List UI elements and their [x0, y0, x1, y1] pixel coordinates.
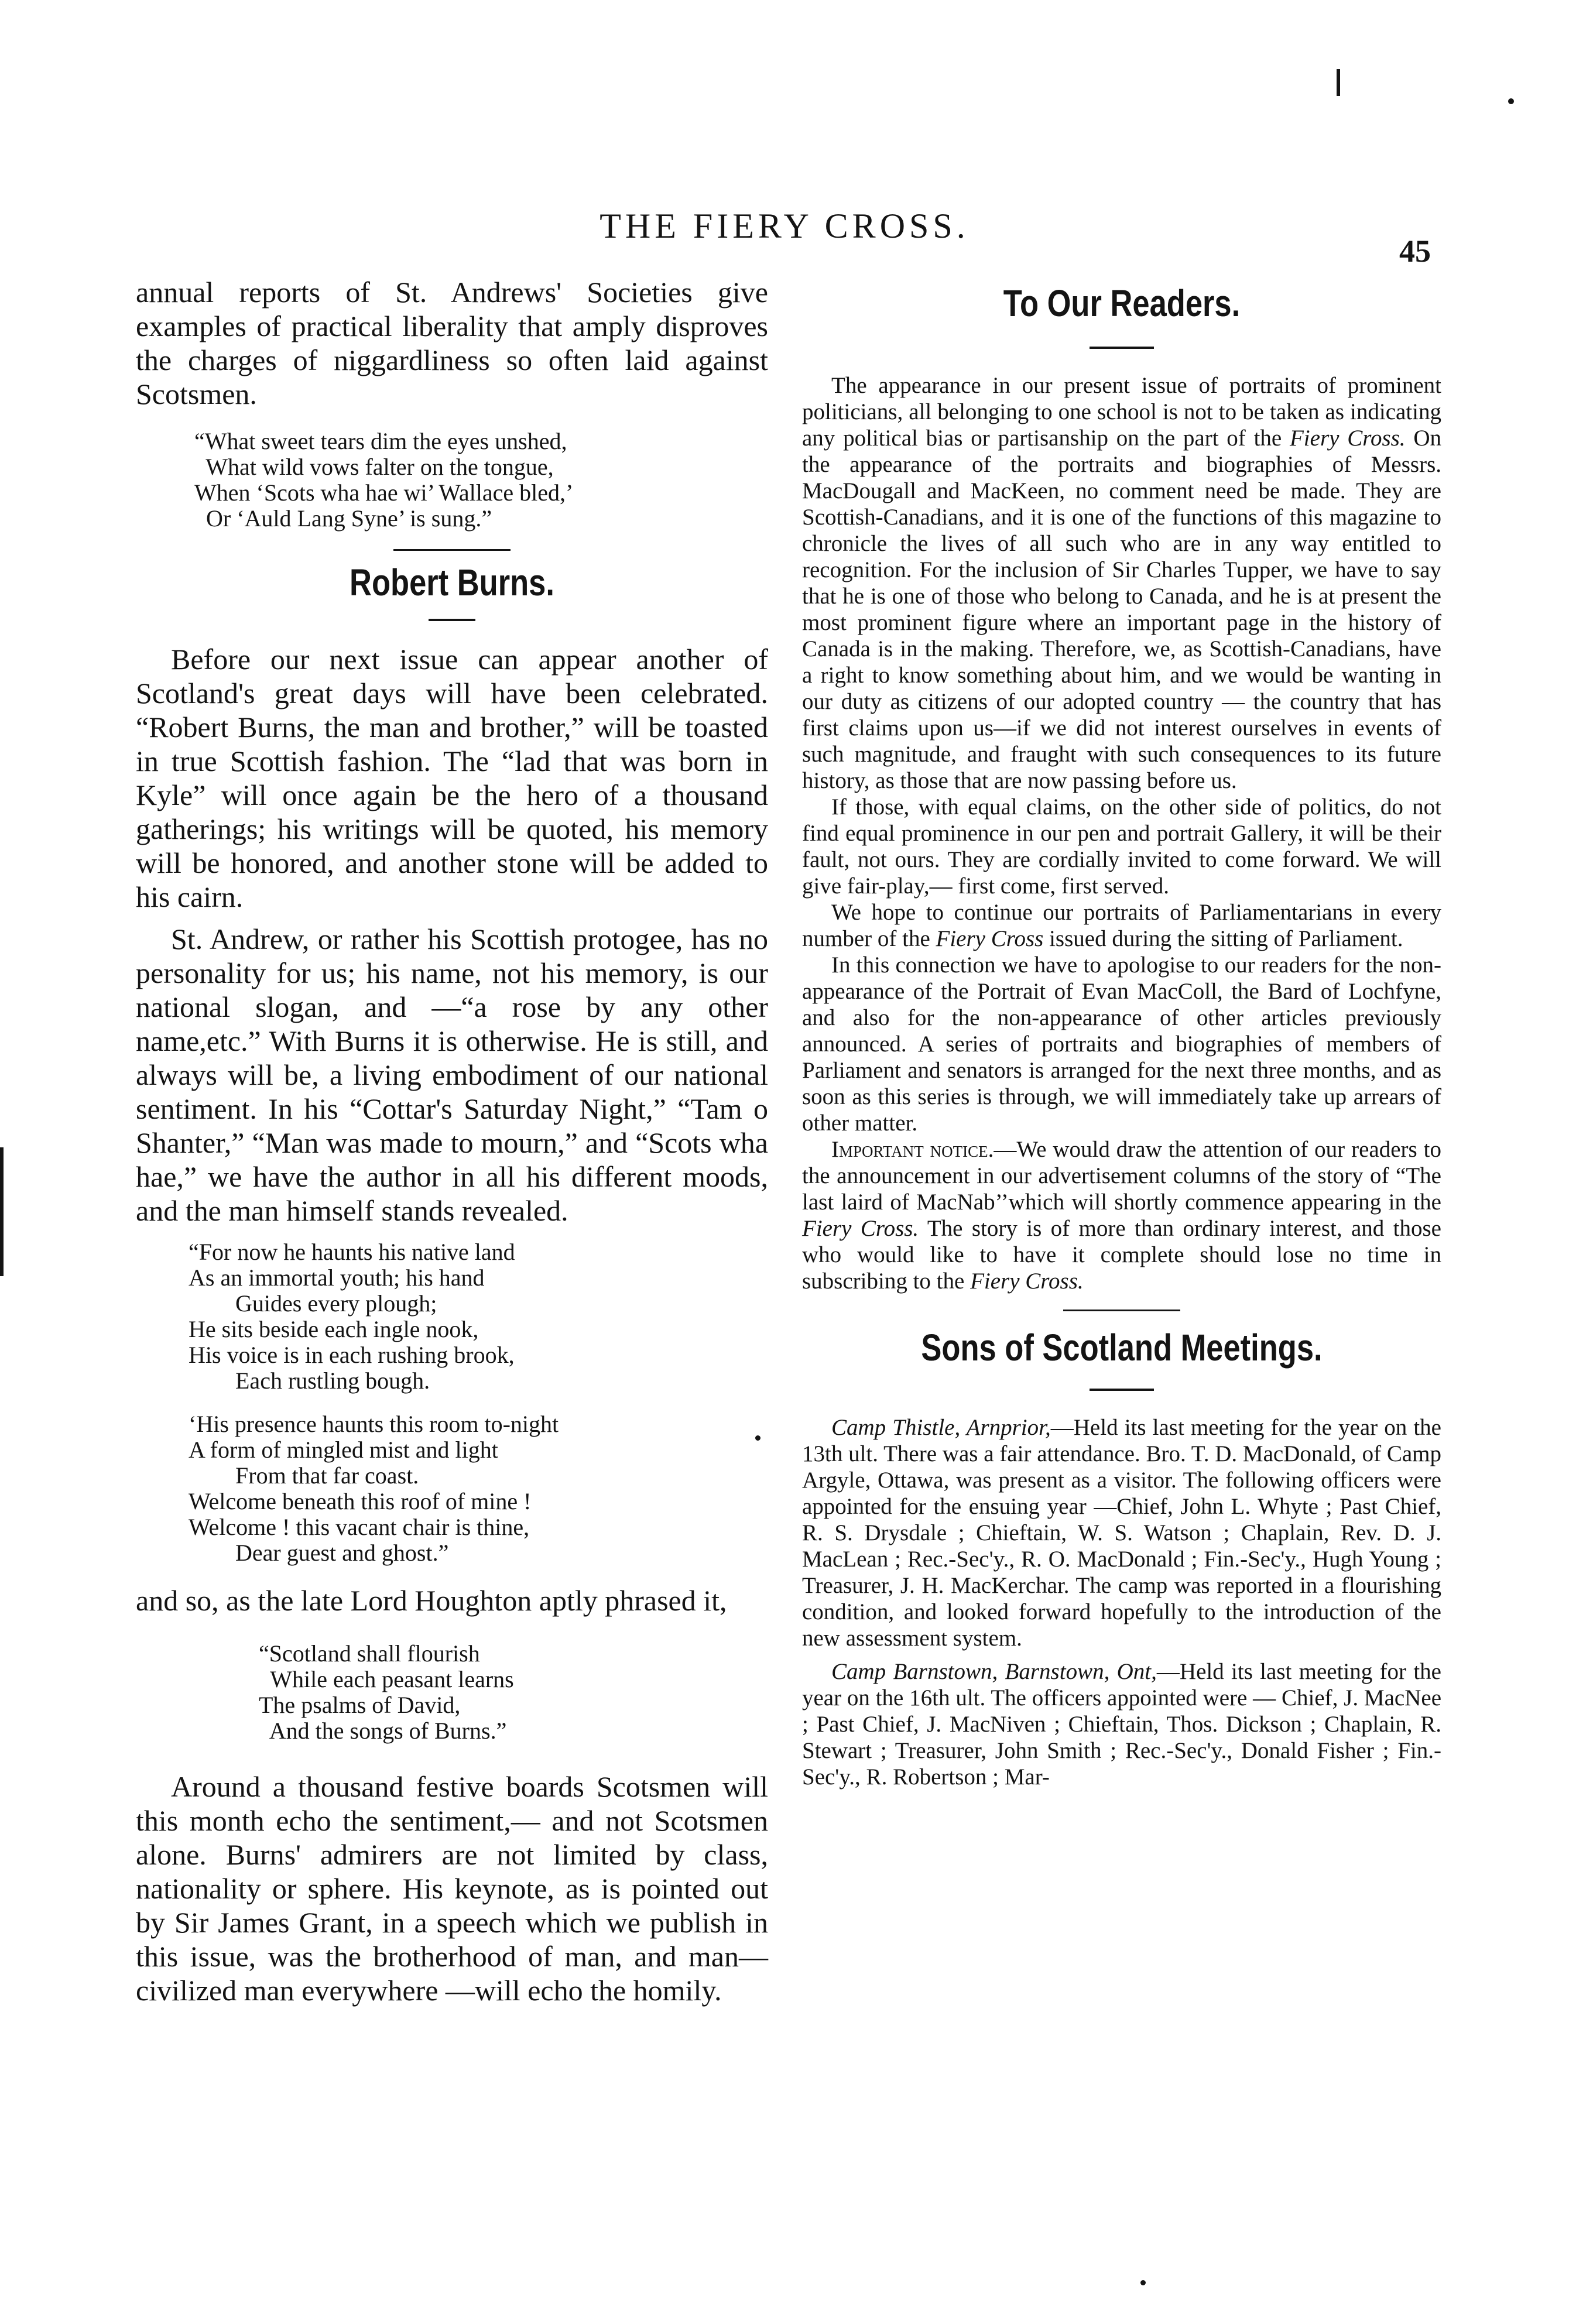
text-run: issued during the sitting of Parliament. [1043, 926, 1403, 951]
readers-paragraph-4: In this connection we have to apologise to our readers for the non-appearance of the Portrait of Evan MacColl, the Bard of Lochfyne, and also for the non-appearance of other articles previously announced. A series of portraits and biographies of members of Parliament and senators is arranged for the next three months, and as soon as this series is through, we will immediately take up arrears of other matter. [802, 952, 1441, 1136]
poem-line: Or ‘Auld Lang Syne’ is sung.” [194, 505, 492, 532]
readers-paragraph-3 [802, 899, 1441, 952]
important-notice [802, 1136, 1441, 1294]
text-run: —Held its last meeting for the year on the 13th ult. There was a fair attendance. Bro. T. D. MacDonald, of Camp Argyle, Ottawa, was present as a visitor. The following officers were appointed for the ensuing year —Chief, John L. Whyte ; Past Chief, R. S. Drysdale ; Chieftain, W. S. Watson ; Chaplain, Rev. D. J. MacLean ; Rec.-Sec'y., R. O. MacDonald ; Fin.-Sec'y., Hugh Young ; Treasurer, J. H. MacKerchar. The camp was reported in a flourishing condition, and looked forward hopefully to the introduction of the new assessment system. [802, 1415, 1441, 1651]
meeting-camp-thistle [802, 1414, 1441, 1651]
section-heading-sons-of-scotland: Sons of Scotland Meetings. [921, 1326, 1323, 1369]
magazine-title: Fiery Cross. [970, 1269, 1084, 1294]
poem-line: Guides every plough; [189, 1290, 437, 1317]
poem-auld-lang-syne [194, 429, 768, 532]
margin-line [0, 1147, 4, 1276]
magazine-title: Fiery Cross [936, 926, 1044, 951]
poem-line: Each rustling bough. [189, 1367, 430, 1394]
poem-line: A form of mingled mist and light [189, 1437, 498, 1463]
burns-paragraph-4: Around a thousand festive boards Scotsmen will this month echo the sentiment,— and not Scotsmen alone. Burns' admirers are not limited by class, nationality or sphere. His keynote, as is pointed out by Sir James Grant, in a speech which we publish in this issue, was the brotherhood of man, and man—civilized man everywhere —will echo the homily. [136, 1770, 768, 2007]
readers-paragraph-2: If those, with equal claims, on the other side of politics, do not find equal prominence in our pen and portrait Gallery, it will be their fault, not ours. They are cordially invited to come forward. We will give fair-play,— first come, first served. [802, 794, 1441, 899]
poem-line: Welcome ! this vacant chair is thine, [189, 1514, 530, 1540]
poem-line: What wild vows falter on the tongue, [194, 454, 554, 480]
print-mark [1508, 98, 1514, 104]
poem-line: His voice is in each rushing brook, [189, 1342, 515, 1368]
burns-paragraph-1: Before our next issue can appear another of Scotland's great days will have been celebrated. “Robert Burns, the man and brother,” will be toasted in true Scottish fashion. The “lad that was born in Kyle” will once again be the hero of a thousand gatherings; his writings will be quoted, his memory will be honored, and another stone will be added to his cairn. [136, 643, 768, 913]
poem-line: The psalms of David, [259, 1692, 461, 1718]
text-run: The appearance in our present issue of portraits of prominent politicians, all belonging to one school is not to be taken as indicating any political bias or partisanship on the part of the [802, 373, 1441, 451]
section-heading-to-our-readers: To Our Readers. [1003, 282, 1241, 324]
page-number: 45 [1399, 234, 1431, 269]
left-column [136, 275, 768, 2007]
heading-rule [1090, 347, 1154, 349]
poem-line: ‘His presence haunts this room to-night [189, 1411, 559, 1437]
poem-line: Dear guest and ghost.” [189, 1540, 449, 1566]
poem-line: “For now he haunts his native land [189, 1239, 515, 1265]
poem-line: And the songs of Burns.” [259, 1718, 507, 1744]
print-mark [1337, 69, 1340, 96]
section-divider [1063, 1310, 1180, 1311]
magazine-title: Fiery Cross. [1289, 426, 1406, 451]
poem-line: He sits beside each ingle nook, [189, 1316, 479, 1342]
intro-paragraph: annual reports of St. Andrews' Societies give examples of practical liberality that amply disproves the charges of niggardliness so often laid against Scotsmen. [136, 276, 768, 410]
notice-label: Important notice. [831, 1137, 994, 1162]
text-run: The story is of more than ordinary interest, and those who would like to have it complete should lose no time in subscribing to the [802, 1216, 1441, 1294]
heading-rule [1090, 1389, 1154, 1391]
running-head: THE FIERY CROSS. [599, 207, 970, 245]
meeting-camp-barnstown [802, 1658, 1441, 1790]
camp-name: Camp Barnstown, Barnstown, Ont, [831, 1659, 1157, 1684]
burns-paragraph-2: St. Andrew, or rather his Scottish protogee, has no personality for us; his name, not his memory, is our national slogan, and —“a rose by any other name,etc.” With Burns it is otherwise. He is still, and always will be, a living embodiment of our national sentiment. In his “Cottar's Saturday Night,” “Tam o Shanter,” “Man was made to mourn,” and “Scots wha hae,” we have the author in all his different moods, and the man himself stands revealed. [136, 923, 768, 1227]
section-divider [393, 549, 511, 551]
burns-paragraph-3: and so, as the late Lord Houghton aptly phrased it, [136, 1584, 727, 1617]
poem-line: “What sweet tears dim the eyes unshed, [194, 428, 567, 454]
right-column [802, 275, 1441, 1790]
poem-line: “Scotland shall flourish [259, 1640, 480, 1667]
poem-his-presence [189, 1411, 768, 1566]
text-run: —We would draw the attention of our readers to the announcement in our advertisement columns of the story of “The last laird of MacNab’’which will shortly commence appearing in the [802, 1137, 1441, 1215]
heading-rule [429, 619, 475, 621]
poem-line: When ‘Scots wha hae wi’ Wallace bled,’ [194, 479, 574, 506]
magazine-title: Fiery Cross. [802, 1216, 919, 1241]
text-run: We hope to continue our portraits of Parliamentarians in every number of the [802, 900, 1441, 951]
section-heading-robert-burns: Robert Burns. [350, 561, 554, 604]
poem-line: From that far coast. [189, 1462, 419, 1489]
camp-name: Camp Thistle, Arnprior, [831, 1415, 1051, 1440]
poem-for-now [189, 1239, 768, 1394]
readers-paragraph-1 [802, 372, 1441, 794]
poem-line: While each peasant learns [259, 1666, 514, 1692]
poem-line: As an immortal youth; his hand [189, 1264, 485, 1291]
poem-line: Welcome beneath this roof of mine ! [189, 1488, 532, 1514]
text-run: —Held its last meeting for the year on the 16th ult. The officers appointed were — Chief, J. MacNee ; Past Chief, J. MacNiven ; Chieftain, Thos. Dickson ; Chaplain, R. Stewart ; Treasurer, John Smith ; Rec.-Sec'y., Donald Fisher ; Fin.-Sec'y., R. Robertson ; Mar- [802, 1659, 1441, 1790]
text-run: On the appearance of the portraits and biographies of Messrs. MacDougall and MacKeen, no comment need be made. They are Scottish-Canadians, and it is one of the functions of this magazine to chronicle the lives of all such who are in any way entitled to recognition. For the inclusion of Sir Charles Tupper, we have to say that he is one of those who belong to Canada, and he is at present the most prominent figure where an important page in the history of Canada is in the making. Therefore, we, as Scottish-Canadians, have a right to know something about him, and we would be wanting in our duty as citizens of our adopted country — the country that has first claims upon us—if we did not interest ourselves in events of such magnitude, and fraught with such consequences to its future history, as those that are now passing before us. [802, 426, 1441, 793]
poem-scotland-shall-flourish [259, 1641, 768, 1744]
print-mark [1140, 2280, 1146, 2285]
